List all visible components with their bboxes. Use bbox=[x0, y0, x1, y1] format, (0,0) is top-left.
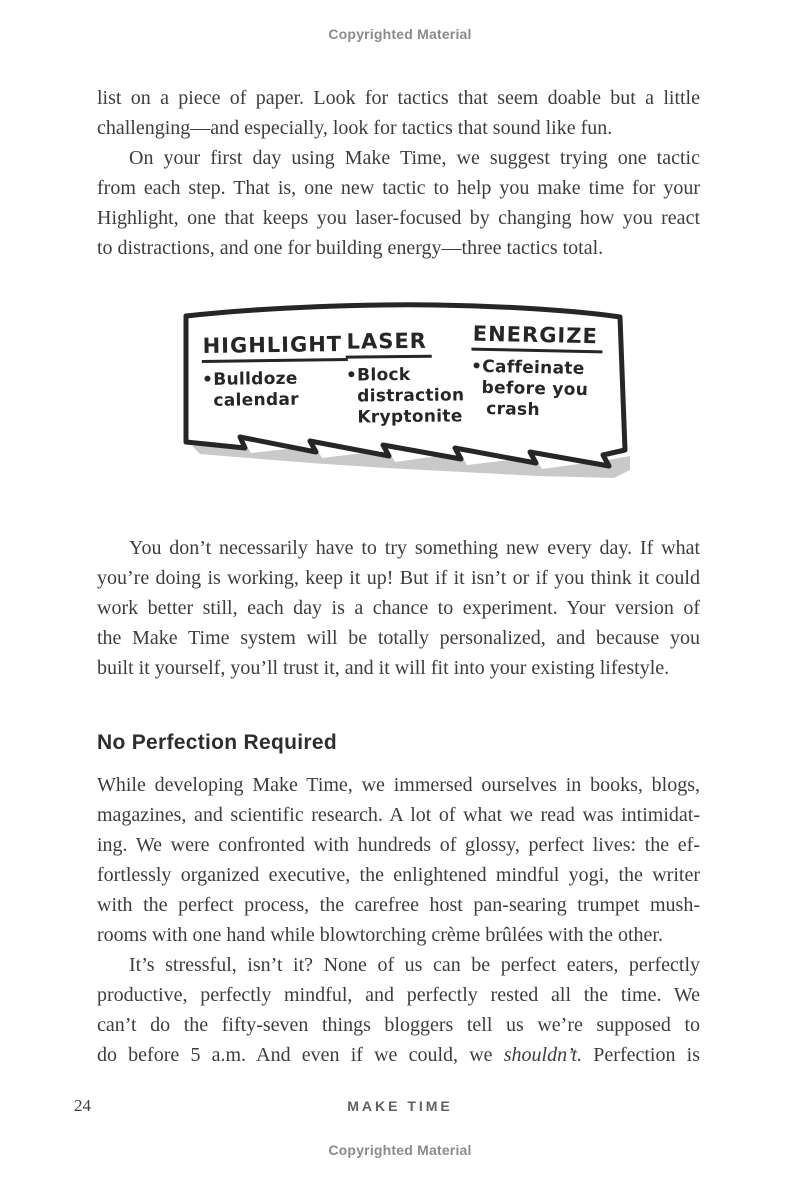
line-text: you’re doing is working, keep it up! But if it isn’t or if you think it could bbox=[97, 567, 700, 589]
paragraph-3 bbox=[97, 533, 700, 683]
sketch-item: before you bbox=[481, 377, 589, 401]
text-line bbox=[97, 920, 700, 950]
line-text: fortlessly organized executive, the enlightened mindful yogi, the writer bbox=[97, 864, 700, 886]
line-text: work better still, each day is a chance to experiment. Your version of bbox=[97, 597, 700, 619]
line-text: rooms with one hand while blowtorching crème brûlées with the other. bbox=[97, 924, 663, 946]
line-text: to distractions, and one for building energy—three tactics total. bbox=[97, 237, 604, 259]
text-line bbox=[97, 113, 700, 143]
line-text: magazines, and scientific research. A lot of what we read was intimidat- bbox=[97, 804, 700, 826]
illustration-column-laser bbox=[345, 328, 464, 428]
sketch-item: Kryptonite bbox=[357, 406, 463, 428]
sketch-item: •Caffeinate bbox=[470, 356, 585, 380]
line-text: Highlight, one that keeps you laser-focused by changing how you react bbox=[97, 207, 700, 229]
text-line bbox=[97, 563, 700, 593]
column-header-energize: ENERGIZE bbox=[471, 322, 603, 354]
line-text-pre: do before 5 a.m. And even if we could, we bbox=[97, 1044, 504, 1066]
text-line bbox=[97, 233, 700, 263]
page-number: 24 bbox=[74, 1096, 91, 1115]
section-heading: No Perfection Required bbox=[97, 731, 337, 754]
line-text-post: Perfection is bbox=[582, 1044, 700, 1066]
line-text: list on a piece of paper. Look for tactics that seem doable but a little bbox=[97, 87, 700, 109]
text-line bbox=[97, 860, 700, 890]
column-header-highlight: HIGHLIGHT bbox=[201, 332, 347, 363]
line-text: challenging—and especially, look for tactics that sound like fun. bbox=[97, 117, 613, 139]
line-text: from each step. That is, one new tactic to help you make time for your bbox=[97, 177, 700, 199]
sketch-item: crash bbox=[486, 398, 541, 421]
copyright-notice-bottom: Copyrighted Material bbox=[328, 1142, 472, 1158]
text-line bbox=[97, 623, 700, 653]
line-text: You don’t necessarily have to try something new every day. If what bbox=[129, 537, 700, 559]
line-text: On your first day using Make Time, we suggest trying one tactic bbox=[129, 147, 700, 169]
text-line bbox=[97, 800, 700, 830]
paragraph-5 bbox=[97, 950, 700, 1070]
sketch-item: •Block bbox=[345, 364, 411, 386]
line-text: can’t do the fifty-seven things bloggers tell us we’re supposed to bbox=[97, 1014, 700, 1036]
sketch-item: calendar bbox=[213, 389, 299, 411]
line-text bbox=[97, 1040, 700, 1070]
text-line bbox=[97, 770, 700, 800]
line-text: It’s stressful, isn’t it? None of us can be perfect eaters, perfectly bbox=[129, 954, 700, 976]
text-line bbox=[97, 173, 700, 203]
text-line bbox=[97, 950, 700, 980]
text-line bbox=[97, 1040, 700, 1070]
line-text: productive, perfectly mindful, and perfectly rested all the time. We bbox=[97, 984, 700, 1006]
paragraph-1 bbox=[97, 83, 700, 143]
sketch-item: •Bulldoze bbox=[201, 368, 298, 391]
column-items bbox=[346, 364, 465, 428]
line-text: with the perfect process, the carefree host pan-searing trumpet mush- bbox=[97, 894, 700, 916]
text-line bbox=[97, 533, 700, 563]
paragraph-2 bbox=[97, 143, 700, 263]
column-header-laser: LASER bbox=[345, 329, 432, 359]
text-line bbox=[97, 203, 700, 233]
column-items bbox=[470, 357, 602, 423]
paragraph-4 bbox=[97, 770, 700, 950]
torn-paper-illustration bbox=[178, 300, 630, 495]
running-title: MAKE TIME bbox=[347, 1098, 453, 1114]
line-text: ing. We were confronted with hundreds of glossy, perfect lives: the ef- bbox=[97, 834, 700, 856]
text-line bbox=[97, 980, 700, 1010]
line-text: While developing Make Time, we immersed ourselves in books, blogs, bbox=[97, 774, 700, 796]
text-line bbox=[97, 593, 700, 623]
sketch-item: distraction bbox=[357, 385, 465, 407]
illustration-column-energize bbox=[470, 322, 603, 423]
illustration-column-highlight bbox=[201, 332, 348, 412]
text-line bbox=[97, 83, 700, 113]
copyright-notice-top: Copyrighted Material bbox=[328, 26, 472, 42]
text-line bbox=[97, 1010, 700, 1040]
column-items bbox=[202, 368, 348, 412]
text-line bbox=[97, 890, 700, 920]
text-line bbox=[97, 143, 700, 173]
line-text: the Make Time system will be totally personalized, and because you bbox=[97, 627, 700, 649]
line-text-italic: shouldn’t. bbox=[503, 1044, 583, 1066]
text-line bbox=[97, 830, 700, 860]
text-line bbox=[97, 653, 700, 683]
line-text: built it yourself, you’ll trust it, and it will fit into your existing lifestyle. bbox=[97, 657, 670, 679]
